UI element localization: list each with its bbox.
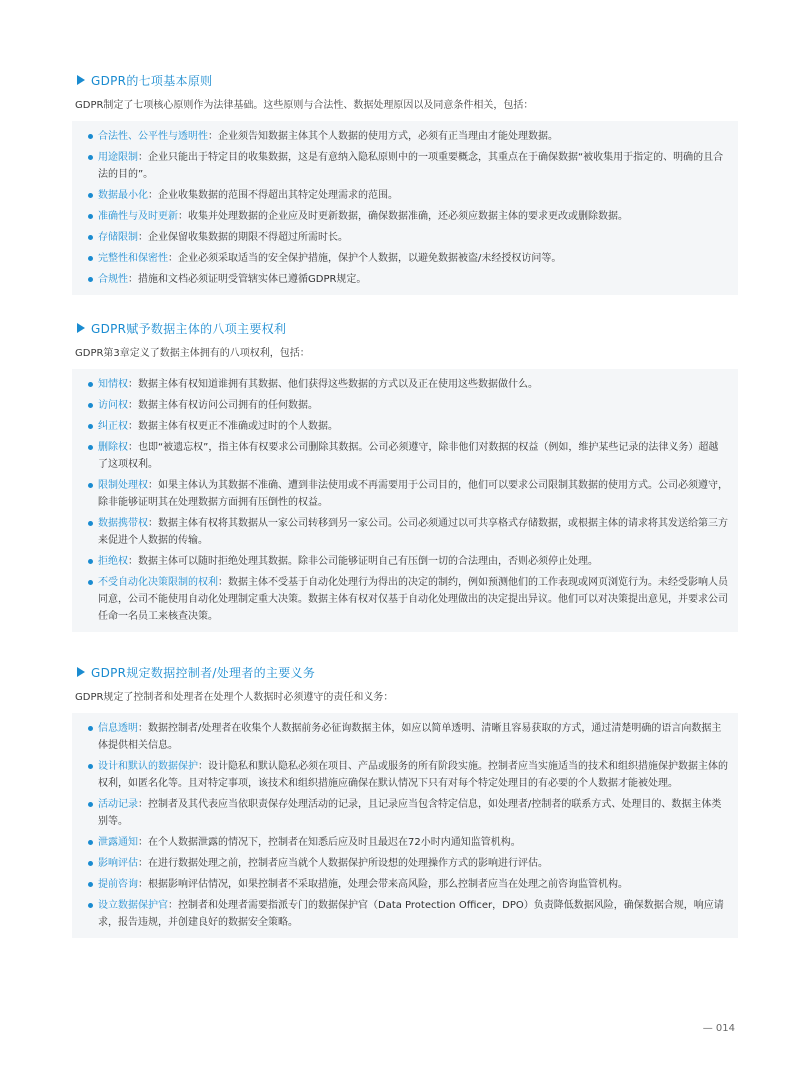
bullet-dot-icon <box>88 424 93 429</box>
obligations-list <box>72 713 738 938</box>
list-item <box>86 149 728 183</box>
item-text: ：数据主体可以随时拒绝处理其数据。除非公司能够证明自己有压倒一切的合法理由，否则必须停止处理。 <box>128 556 598 567</box>
bullet-dot-icon <box>88 580 93 585</box>
list-item <box>86 897 728 931</box>
item-text: ：企业只能出于特定目的收集数据，这是有意纳入隐私原则中的一项重要概念，其重点在于确保数据“被收集用于指定的、明确的且合法的目的”。 <box>98 152 724 180</box>
list-item <box>86 515 728 549</box>
section-obligations <box>72 662 738 938</box>
bullet-dot-icon <box>88 193 93 198</box>
bullet-dot-icon <box>88 840 93 845</box>
section-title-row <box>72 70 738 90</box>
item-text: ：数据控制者/处理者在收集个人数据前务必征询数据主体，如应以简单透明、清晰且容易获取的方式，通过清楚明确的语言向数据主体提供相关信息。 <box>98 723 722 751</box>
item-text: ：数据主体有权知道谁拥有其数据、他们获得这些数据的方式以及正在使用这些数据做什么。 <box>128 379 538 390</box>
item-text: ：措施和文档必须证明受管辖实体已遵循GDPR规定。 <box>128 274 367 285</box>
item-term: 访问权 <box>98 400 128 411</box>
item-term: 活动记录 <box>98 799 138 810</box>
item-term: 限制处理权 <box>98 480 148 491</box>
item-text: ：根据影响评估情况，如果控制者不采取措施，处理会带来高风险，那么控制者应当在处理之前咨询监管机构。 <box>138 879 628 890</box>
list-item <box>86 271 728 288</box>
list-item <box>86 208 728 225</box>
list-item <box>86 397 728 414</box>
bullet-dot-icon <box>88 403 93 408</box>
section-intro: GDPR制定了七项核心原则作为法律基础。这些原则与合法性、数据处理原因以及同意条件相关，包括： <box>75 100 534 111</box>
section-rights <box>72 318 738 632</box>
item-term: 用途限制 <box>98 152 138 163</box>
item-term: 存储限制 <box>98 232 138 243</box>
bullet-dot-icon <box>88 882 93 887</box>
list-item <box>86 796 728 830</box>
bullet-dot-icon <box>88 559 93 564</box>
list-item <box>86 876 728 893</box>
bullet-dot-icon <box>88 214 93 219</box>
list-item <box>86 418 728 435</box>
list-item <box>86 834 728 851</box>
item-text: ：数据主体有权访问公司拥有的任何数据。 <box>128 400 318 411</box>
bullet-dot-icon <box>88 155 93 160</box>
item-text: ：企业必须采取适当的安全保护措施，保护个人数据，以避免数据被盗/未经授权访问等。 <box>168 253 562 264</box>
section-title-row <box>72 662 738 682</box>
item-term: 完整性和保密性 <box>98 253 168 264</box>
item-term: 数据携带权 <box>98 518 148 529</box>
item-term: 数据最小化 <box>98 190 148 201</box>
item-text: ：企业须告知数据主体其个人数据的使用方式，必须有正当理由才能处理数据。 <box>208 131 558 142</box>
item-term: 提前咨询 <box>98 879 138 890</box>
list-item <box>86 720 728 754</box>
item-text: ：数据主体有权将其数据从一家公司转移到另一家公司。公司必须通过以可共享格式存储数据，或根据主体的请求将其发送给第三方来促进个人数据的传输。 <box>98 518 728 546</box>
item-text: ：如果主体认为其数据不准确、遭到非法使用或不再需要用于公司目的，他们可以要求公司限制其数据的使用方式。公司必须遵守，除非能够证明其在处理数据方面拥有压倒性的权益。 <box>98 480 728 508</box>
section-title: GDPR赋予数据主体的八项主要权利 <box>91 321 287 336</box>
list-item <box>86 855 728 872</box>
bullet-dot-icon <box>88 382 93 387</box>
item-term: 信息透明 <box>98 723 138 734</box>
item-term: 设计和默认的数据保护 <box>98 761 198 772</box>
item-term: 泄露通知 <box>98 837 138 848</box>
item-term: 设立数据保护官 <box>98 900 168 911</box>
item-text: ：设计隐私和默认隐私必须在项目、产品或服务的所有阶段实施。控制者应当实施适当的技术和组织措施保护数据主体的权利，如匿名化等。且对特定事项，该技术和组织措施应确保在默认情况下只有对每个特定处理目的有必要的个人数据才能被处理。 <box>98 761 728 789</box>
bullet-dot-icon <box>88 235 93 240</box>
bullet-dot-icon <box>88 483 93 488</box>
bullet-dot-icon <box>88 134 93 139</box>
item-text: ：收集并处理数据的企业应及时更新数据，确保数据准确，还必须应数据主体的要求更改或删除数据。 <box>178 211 628 222</box>
bullet-dot-icon <box>88 277 93 282</box>
list-item <box>86 250 728 267</box>
item-term: 纠正权 <box>98 421 128 432</box>
rights-list <box>72 369 738 632</box>
item-text: ：控制者和处理者需要指派专门的数据保护官（Data Protection Officer，DPO）负责降低数据风险，确保数据合规，响应请求，报告违规，并创建良好的数据安全策略。 <box>98 900 724 928</box>
principles-list <box>72 121 738 295</box>
bullet-dot-icon <box>88 903 93 908</box>
section-intro: GDPR规定了控制者和处理者在处理个人数据时必须遵守的责任和义务： <box>75 692 394 703</box>
item-text: ：控制者及其代表应当依职责保存处理活动的记录，且记录应当包含特定信息，如处理者/控制者的联系方式、处理目的、数据主体类别等。 <box>98 799 722 827</box>
list-item <box>86 477 728 511</box>
page-number: — 014 <box>702 1023 735 1034</box>
list-item <box>86 128 728 145</box>
item-term: 准确性与及时更新 <box>98 211 178 222</box>
section-title-row <box>72 318 738 338</box>
item-text: ：在进行数据处理之前，控制者应当就个人数据保护所设想的处理操作方式的影响进行评估。 <box>138 858 548 869</box>
bullet-dot-icon <box>88 861 93 866</box>
section-principles <box>72 70 738 295</box>
bullet-dot-icon <box>88 521 93 526</box>
section-title: GDPR的七项基本原则 <box>91 73 213 88</box>
item-term: 合法性、公平性与透明性 <box>98 131 208 142</box>
list-item <box>86 574 728 625</box>
item-text: ：在个人数据泄露的情况下，控制者在知悉后应及时且最迟在72小时内通知监管机构。 <box>138 837 521 848</box>
bullet-dot-icon <box>88 726 93 731</box>
item-term: 知情权 <box>98 379 128 390</box>
item-term: 影响评估 <box>98 858 138 869</box>
list-item <box>86 229 728 246</box>
item-text: ：企业保留收集数据的期限不得超过所需时长。 <box>138 232 348 243</box>
triangle-bullet-icon <box>77 323 85 333</box>
bullet-dot-icon <box>88 802 93 807</box>
item-term: 合规性 <box>98 274 128 285</box>
item-text: ：数据主体有权更正不准确或过时的个人数据。 <box>128 421 338 432</box>
triangle-bullet-icon <box>77 75 85 85</box>
section-title: GDPR规定数据控制者/处理者的主要义务 <box>91 665 316 680</box>
list-item <box>86 553 728 570</box>
item-term: 删除权 <box>98 442 128 453</box>
list-item <box>86 187 728 204</box>
item-text: ：也即“被遗忘权”，指主体有权要求公司删除其数据。公司必须遵守，除非他们对数据的权益（例如，维护某些记录的法律义务）超越了这项权利。 <box>98 442 719 470</box>
item-text: ：企业收集数据的范围不得超出其特定处理需求的范围。 <box>148 190 398 201</box>
item-text: ：数据主体不受基于自动化处理行为得出的决定的制约，例如预测他们的工作表现或网页浏览行为。未经受影响人员同意，公司不能使用自动化处理制定重大决策。数据主体有权对仅基于自动化处理做出的决定提出异议。他们可以对决策提出意见，并要求公司任命一名员工来核查决策。 <box>98 577 728 622</box>
bullet-dot-icon <box>88 445 93 450</box>
item-term: 拒绝权 <box>98 556 128 567</box>
list-item <box>86 376 728 393</box>
list-item <box>86 758 728 792</box>
list-item <box>86 439 728 473</box>
bullet-dot-icon <box>88 256 93 261</box>
item-term: 不受自动化决策限制的权利 <box>98 577 218 588</box>
section-intro: GDPR第3章定义了数据主体拥有的八项权利，包括： <box>75 348 310 359</box>
triangle-bullet-icon <box>77 667 85 677</box>
bullet-dot-icon <box>88 764 93 769</box>
